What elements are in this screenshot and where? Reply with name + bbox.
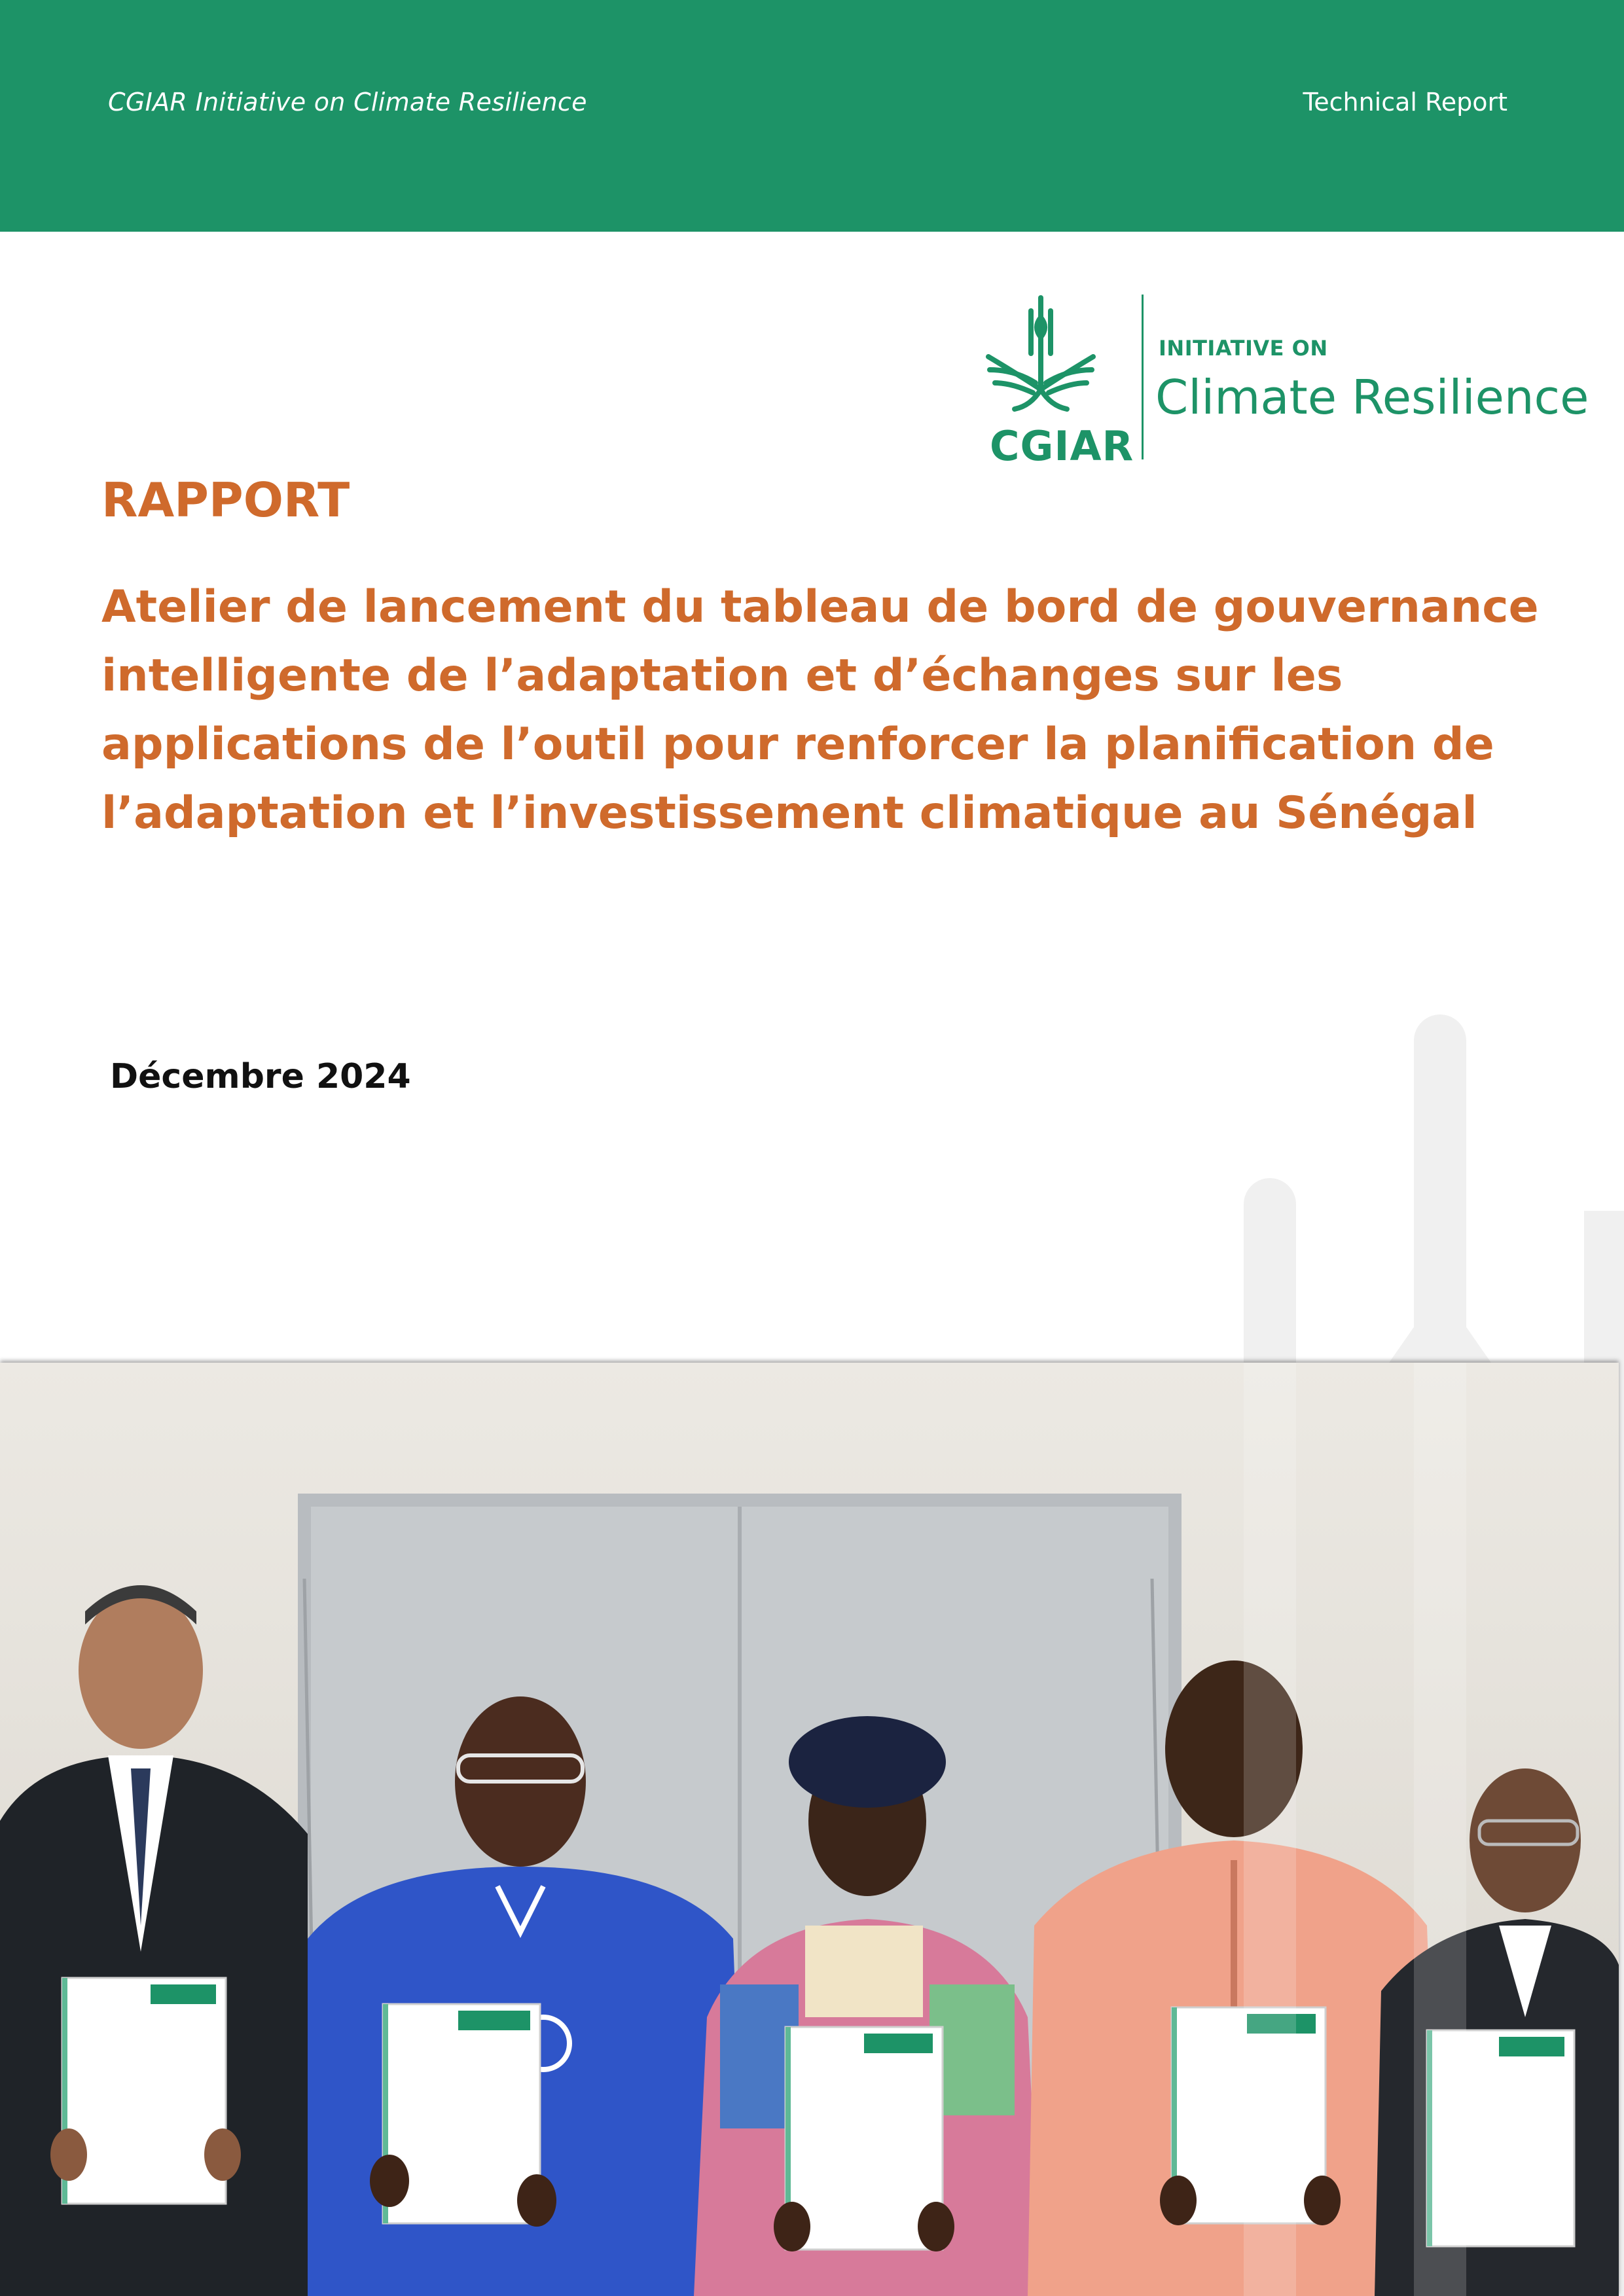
logo-org-name: CGIAR [990,422,1134,470]
group-photo [0,1363,1619,2296]
document-title: Atelier de lancement du tableau de bord de gouvernance intelligente de l’adaptation et d’échanges sur les applications de l’outil pour renforcer la planification de l’adaptation et l’investissement climatique au Sénégal [101,581,1539,839]
cgiar-logo [975,291,1589,470]
logo-initiative-label: INITIATIVE ON [1159,336,1328,361]
document-label: RAPPORT [101,473,350,528]
logo-initiative-name: Climate Resilience [1155,370,1589,425]
cgiar-wheat-icon [975,291,1106,422]
header-report-type: Technical Report [1303,88,1507,117]
header-band [0,0,1624,232]
document-date: Décembre 2024 [110,1057,411,1096]
group-photo-icon [0,1363,1619,2296]
logo-divider [1142,295,1144,459]
header-initiative-text: CGIAR Initiative on Climate Resilience [108,88,587,117]
